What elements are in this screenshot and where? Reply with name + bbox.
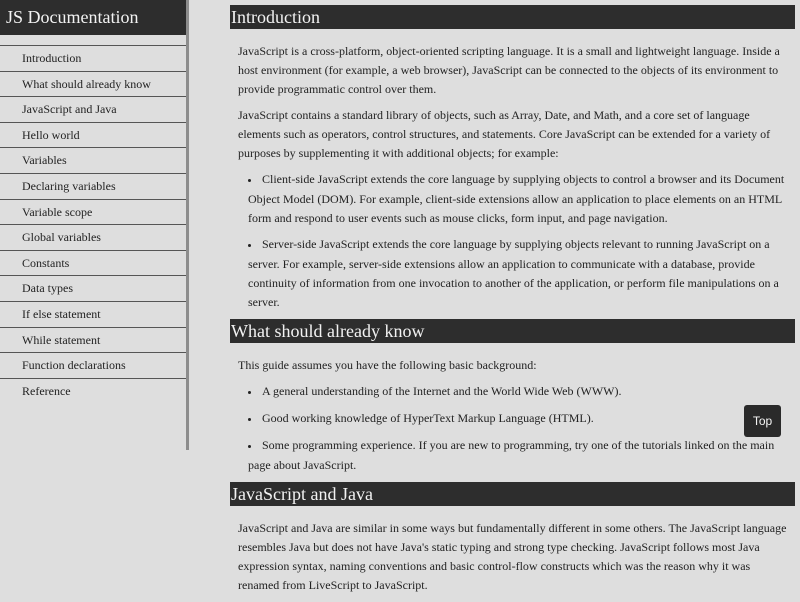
sidebar-item-declaring-variables[interactable]: Declaring variables [0, 174, 186, 200]
sidebar-title: JS Documentation [0, 0, 186, 35]
paragraph: JavaScript and Java are similar in some ways but fundamentally different in some others. The JavaScript language resembles Java but does not have Java's static typing and strong type checking. JavaScript follows most Java expression syntax, naming conventions and basic control-flow constructs which was the reason why it was renamed from LiveScript to JavaScript. [238, 521, 787, 592]
list-item: • Some programming experience. If you are new to programming, try one of the tutorials linked on the main page about JavaScript. [248, 436, 787, 475]
section-heading: What should already know [230, 319, 795, 343]
main-content [230, 0, 795, 602]
sidebar-item-constants[interactable]: Constants [0, 251, 186, 277]
list-item: • Good working knowledge of HyperText Markup Language (HTML). [248, 409, 787, 429]
section-body [230, 519, 795, 595]
section-body [230, 356, 795, 475]
list-item: • Server-side JavaScript extends the core language by supplying objects relevant to running JavaScript on a server. For example, server-side extensions allow an application to communicate with a database, provide continuity of information from one invocation to another of the application, or perform file manipulations on a server. [248, 235, 787, 312]
section-body [230, 42, 795, 312]
paragraph: JavaScript is a cross-platform, object-oriented scripting language. It is a small and lightweight language. Inside a host environment (for example, a web browser), JavaScript can be connected to the objects of its environment to provide programmatic control over them. [238, 44, 780, 96]
list-item: • A general understanding of the Internet and the World Wide Web (WWW). [248, 382, 787, 402]
back-to-top-button[interactable]: Top [744, 405, 781, 437]
section-heading: JavaScript and Java [230, 482, 795, 506]
sidebar-item-while-statement[interactable]: While statement [0, 328, 186, 354]
sidebar-item-global-variables[interactable]: Global variables [0, 225, 186, 251]
paragraph: This guide assumes you have the following basic background: [238, 358, 537, 372]
bullet-list [238, 170, 787, 312]
sidebar-item-if-else-statement[interactable]: If else statement [0, 302, 186, 328]
sidebar-item-variables[interactable]: Variables [0, 148, 186, 174]
sidebar-item-javascript-and-java[interactable]: JavaScript and Java [0, 97, 186, 123]
bullet-list [238, 382, 787, 475]
sidebar-list [0, 45, 186, 403]
sidebar-item-reference[interactable]: Reference [22, 383, 71, 398]
sidebar-item-variable-scope[interactable]: Variable scope [0, 200, 186, 226]
list-item: • Client-side JavaScript extends the core language by supplying objects to control a browser and its Document Object Model (DOM). For example, client-side extensions allow an application to place elements on an HTML form and respond to user events such as mouse clicks, form input, and page navigation. [248, 170, 787, 228]
sidebar-item-function-declarations[interactable]: Function declarations [0, 353, 186, 379]
sidebar-nav [0, 0, 189, 450]
sidebar-item-introduction[interactable]: Introduction [0, 46, 186, 72]
section-heading: Introduction [230, 5, 795, 29]
sidebar-item-hello-world[interactable]: Hello world [0, 123, 186, 149]
paragraph: JavaScript contains a standard library of objects, such as Array, Date, and Math, and a core set of language elements such as operators, control structures, and statements. Core JavaScript can be extended for a variety of purposes by supplementing it with additional objects; for example: [238, 108, 771, 160]
sidebar-item-what-should-already-know[interactable]: What should already know [0, 72, 186, 98]
section-what-should-already-know [230, 319, 795, 475]
section-introduction [230, 5, 795, 312]
sidebar-item-data-types[interactable]: Data types [0, 276, 186, 302]
section-javascript-and-java [230, 482, 795, 595]
